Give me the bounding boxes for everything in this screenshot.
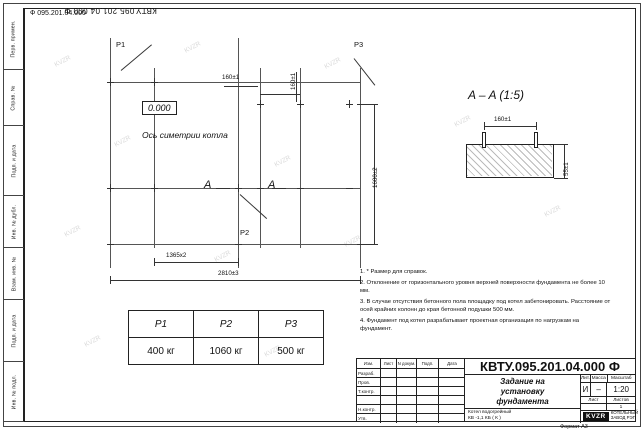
plan-line-inner-3 bbox=[154, 68, 155, 248]
attr-sheets-value: 1 bbox=[619, 404, 623, 410]
anchor-cross bbox=[346, 188, 353, 189]
rev-col-docum: N докум. bbox=[397, 361, 416, 366]
rev-col-data: Дата bbox=[447, 361, 457, 366]
dim-160-v-top: 160±1 bbox=[290, 72, 297, 90]
leader-p2 bbox=[240, 194, 267, 219]
logo-text-line1: КОТЕЛЬНЫЙ bbox=[610, 410, 639, 416]
axis-note: Ось симетрии котла bbox=[142, 130, 228, 140]
attr-lit-value: И bbox=[581, 383, 591, 396]
left-cell-1 bbox=[4, 70, 24, 126]
rev-col-list: Лист bbox=[381, 359, 397, 368]
title-row-3 bbox=[357, 396, 465, 405]
left-cell-0 bbox=[4, 8, 24, 70]
left-cell-3 bbox=[4, 196, 24, 248]
left-cell-label: Справ. № bbox=[11, 84, 18, 111]
anchor-cross bbox=[238, 184, 239, 192]
anchor-cross bbox=[349, 100, 350, 108]
watermark: KVZR bbox=[213, 249, 232, 264]
anchor-cross bbox=[300, 100, 301, 108]
anchor-cross bbox=[154, 78, 155, 86]
dim-160-h-top: 160±1 bbox=[222, 74, 240, 81]
watermark: KVZR bbox=[543, 204, 562, 219]
table-row bbox=[129, 311, 324, 338]
sheet-format-label: Формат А3 bbox=[560, 424, 588, 430]
anchor-cross bbox=[110, 184, 111, 192]
notes-block bbox=[360, 268, 612, 336]
revision-header-row bbox=[357, 359, 465, 369]
anchor-cross bbox=[260, 100, 261, 108]
dim-tick bbox=[554, 178, 568, 179]
watermark: KVZR bbox=[343, 234, 362, 249]
logo-text-line2: ЗАВОД РЭП bbox=[610, 415, 636, 420]
product-description bbox=[465, 409, 581, 423]
top-sheet-code: КВТУ.095.201.04.000 Ф bbox=[64, 6, 157, 15]
attr-value-row bbox=[581, 383, 635, 397]
left-cell-label: Инв. № подл. bbox=[11, 374, 17, 409]
left-cell-2 bbox=[4, 126, 24, 196]
rev-col-podp: Подп. bbox=[417, 359, 439, 368]
dim-line-1365 bbox=[154, 262, 238, 263]
dim-1365: 1365x2 bbox=[166, 252, 187, 259]
watermark: KVZR bbox=[183, 40, 202, 55]
dim-tick bbox=[554, 144, 568, 145]
plan-line-inner-1 bbox=[260, 68, 261, 248]
logo-text bbox=[611, 411, 639, 421]
section-arrow-right bbox=[272, 188, 286, 189]
leader-p1 bbox=[121, 44, 152, 70]
left-cell-4 bbox=[4, 248, 24, 300]
left-cell-label: Перв. примен. bbox=[11, 19, 17, 58]
load-table bbox=[128, 310, 324, 365]
anchor-cross bbox=[235, 244, 242, 245]
plan-line-inner-2 bbox=[300, 68, 301, 248]
role-label: Пров. bbox=[357, 378, 381, 386]
label-p2: P2 bbox=[240, 228, 250, 237]
label-p3: P3 bbox=[354, 40, 364, 49]
title-block-main bbox=[465, 359, 639, 421]
watermark: KVZR bbox=[263, 344, 282, 359]
watermark: KVZR bbox=[323, 56, 342, 71]
role-label: Утв. bbox=[357, 414, 381, 423]
section-mark-left: A bbox=[204, 179, 212, 191]
plan-line-top bbox=[110, 82, 360, 83]
attr-header-row bbox=[581, 375, 635, 383]
anchor-cross bbox=[297, 188, 304, 189]
dim-tick bbox=[360, 244, 378, 245]
dim-section-55: 55±1 bbox=[563, 162, 570, 176]
dim-tick bbox=[536, 122, 537, 130]
attr-scale-header: Масштаб bbox=[610, 376, 632, 381]
attr-mass-header: Масса bbox=[591, 376, 606, 381]
attr-mass-value: – bbox=[591, 383, 608, 396]
left-stamp-column bbox=[4, 8, 24, 422]
left-cell-label: Инв. № дубл. bbox=[11, 204, 17, 239]
section-bolt-right bbox=[534, 132, 538, 148]
load-header-p1: P1 bbox=[129, 311, 194, 338]
load-header-p3: P3 bbox=[259, 311, 324, 338]
dim-line-section-160 bbox=[484, 126, 536, 127]
title-row-0 bbox=[357, 369, 465, 378]
note-1: 1. * Размер для справок. bbox=[360, 269, 428, 275]
dim-tick bbox=[110, 276, 111, 284]
section-hatch bbox=[467, 145, 552, 176]
left-cell-6 bbox=[4, 362, 24, 422]
left-cell-label: Взам. инв. № bbox=[11, 256, 18, 291]
anchor-cross bbox=[110, 78, 111, 86]
rev-col-izm: Изм. bbox=[357, 359, 381, 368]
anchor-cross bbox=[257, 188, 264, 189]
logo-badge: KVZR bbox=[583, 412, 609, 421]
dim-tick bbox=[154, 258, 155, 266]
watermark: KVZR bbox=[53, 54, 72, 69]
section-mark-right: A bbox=[268, 179, 276, 191]
title-block-revision-column bbox=[357, 359, 465, 421]
dim-leader-160 bbox=[224, 86, 258, 87]
dim-line-160-top bbox=[260, 94, 300, 95]
role-label: Разраб. bbox=[357, 369, 381, 377]
drawing-name-line3: фундамента bbox=[496, 396, 549, 406]
dim-tick bbox=[484, 122, 485, 130]
watermark: KVZR bbox=[83, 334, 102, 349]
drawing-code: КВТУ.095.201.04.000 Ф bbox=[465, 359, 635, 375]
table-row bbox=[129, 338, 324, 365]
section-title: A – A (1:5) bbox=[468, 88, 525, 102]
anchor-cross bbox=[154, 184, 155, 192]
load-value-p1: 400 кг bbox=[129, 338, 194, 365]
dim-line-2810 bbox=[110, 280, 360, 281]
top-dimension-code: Ф 095.201.04.000 bbox=[30, 10, 86, 17]
attr-sheet-header: Лист bbox=[581, 397, 607, 403]
role-label: Н.контр. bbox=[357, 405, 381, 413]
title-row-5 bbox=[357, 414, 465, 423]
section-bolt-left bbox=[482, 132, 486, 148]
watermark: KVZR bbox=[63, 224, 82, 239]
product-line2: КВ -1,1 КБ ( К ) bbox=[468, 416, 501, 421]
plan-line-left bbox=[110, 38, 111, 268]
drawing-name-line1: Задание на bbox=[500, 376, 545, 386]
company-logo bbox=[581, 409, 639, 423]
elevation-mark: 0.000 bbox=[142, 101, 177, 115]
load-value-p3: 500 кг bbox=[259, 338, 324, 365]
dim-2810: 2810±3 bbox=[218, 270, 239, 277]
left-cell-label: Подп. и дата bbox=[11, 144, 17, 177]
load-header-p2: P2 bbox=[194, 311, 259, 338]
product-line1: Котел водогрейный bbox=[468, 409, 512, 415]
role-label bbox=[357, 396, 381, 404]
label-p1: P1 bbox=[116, 40, 126, 49]
title-block bbox=[356, 358, 639, 422]
title-row-4 bbox=[357, 405, 465, 414]
attr-scale-value: 1:20 bbox=[613, 385, 629, 394]
watermark: KVZR bbox=[453, 114, 472, 129]
dim-tick bbox=[360, 104, 378, 105]
drawing-name-line2: установку bbox=[500, 386, 545, 396]
attr-sheets-header: Листов bbox=[613, 397, 629, 403]
load-value-p2: 1060 кг bbox=[194, 338, 259, 365]
attr-lit-header: Лит. bbox=[581, 376, 590, 381]
watermark: KVZR bbox=[273, 154, 292, 169]
dim-tick bbox=[238, 258, 239, 266]
dim-1600-v: 1600±2 bbox=[372, 167, 379, 188]
title-row-2 bbox=[357, 387, 465, 396]
left-cell-label: Подп. и дата bbox=[11, 314, 17, 347]
attr-sheet-header-row bbox=[581, 397, 635, 404]
section-arrow-left bbox=[216, 188, 230, 189]
anchor-cross bbox=[107, 244, 114, 245]
note-2: 2. Отклонение от горизонтального уровня верхней поверхности фундамента не более 10 мм. bbox=[360, 279, 605, 295]
dim-section-160: 160±1 bbox=[494, 116, 512, 123]
left-cell-5 bbox=[4, 300, 24, 362]
drawing-name bbox=[465, 375, 581, 409]
watermark: KVZR bbox=[113, 134, 132, 149]
note-3: 3. В случае отсутствия бетонного пола площадку под котел забетонировать. Расстояние от осей крайних колонн до края бетонной подушки 500 мм. bbox=[360, 298, 611, 314]
plan-line-center bbox=[238, 38, 239, 268]
title-row-1 bbox=[357, 378, 465, 387]
note-4: 4. Фундамент под котел разрабатывает проектная организация по нагрузкам на фундамент. bbox=[360, 317, 580, 333]
plan-line-right bbox=[360, 68, 361, 268]
role-label: Т.контр. bbox=[357, 387, 381, 395]
